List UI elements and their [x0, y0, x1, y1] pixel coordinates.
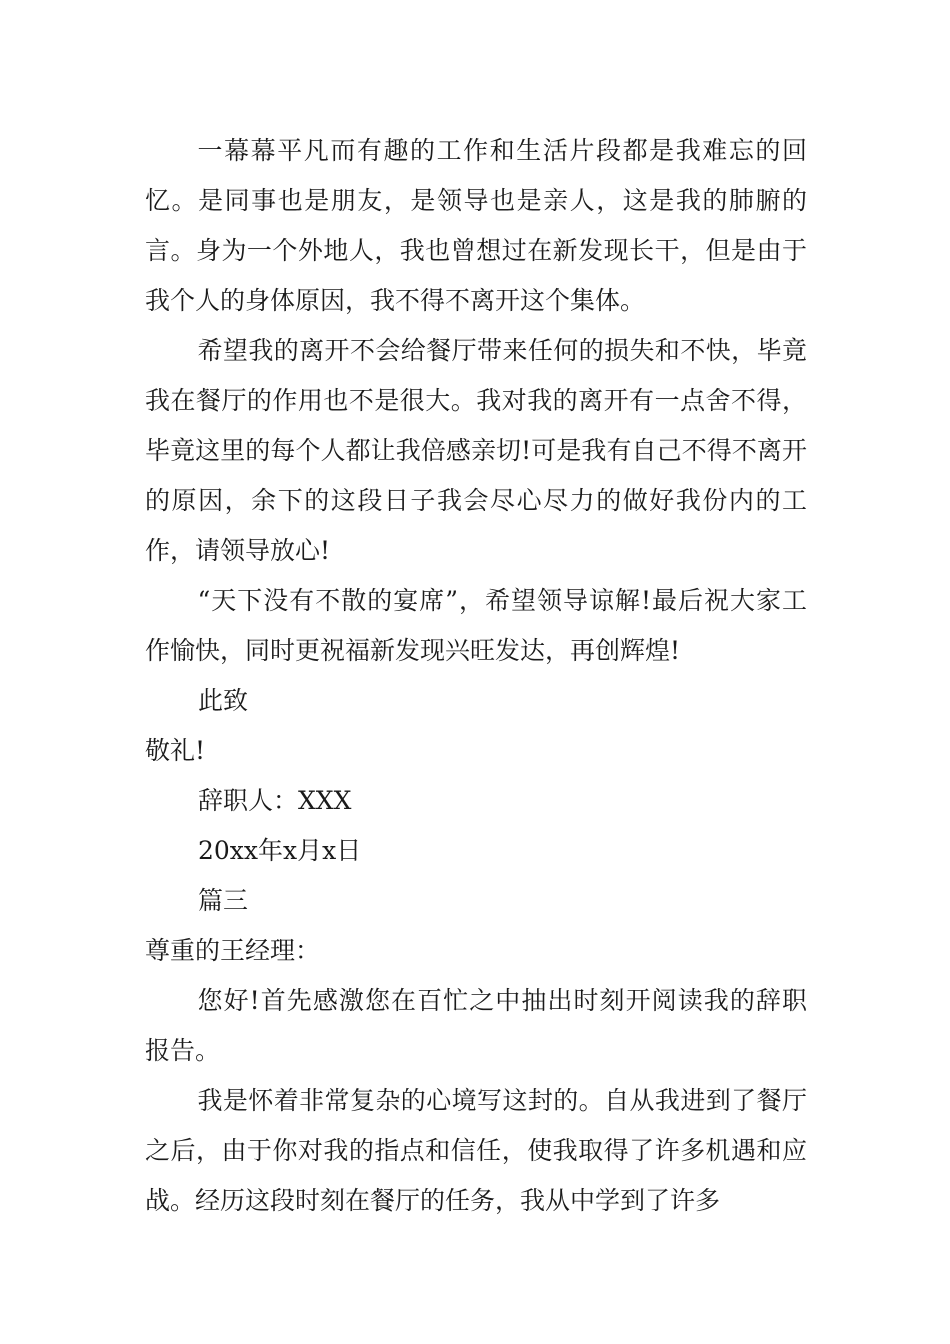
body-paragraph-2: 希望我的离开不会给餐厅带来任何的损失和不快，毕竟我在餐厅的作用也不是很大。我对我的离开有一点舍不得，毕竟这里的每个人都让我倍感亲切!可是我有自己不得不离开的原因，余下的这段日子我会尽心尽力的做好我份内的工作，请领导放心!	[145, 336, 807, 565]
closing-line-1: 此致	[198, 686, 249, 715]
body-paragraph-5: 我是怀着非常复杂的心境写这封的。自从我进到了餐厅之后，由于你对我的指点和信任，使我取得了许多机遇和应战。经历这段时刻在餐厅的任务，我从中学到了许多	[145, 1086, 807, 1215]
body-paragraph-4: 您好!首先感激您在百忙之中抽出时刻开阅读我的辞职报告。	[145, 986, 807, 1065]
body-paragraph-3: “天下没有不散的宴席”，希望领导谅解!最后祝大家工作愉快，同时更祝福新发现兴旺发达，再创辉煌!	[145, 586, 807, 665]
closing-line-2: 敬礼!	[145, 736, 206, 765]
document-body	[145, 126, 807, 1226]
body-paragraph-1: 一幕幕平凡而有趣的工作和生活片段都是我难忘的回忆。是同事也是朋友，是领导也是亲人，这是我的肺腑的言。身为一个外地人，我也曾想过在新发现长干，但是由于我个人的身体原因，我不得不离开这个集体。	[145, 136, 807, 315]
salutation-line: 尊重的王经理：	[145, 936, 321, 965]
section-title: 篇三	[198, 886, 249, 915]
signer-line: 辞职人：XXX	[198, 786, 352, 815]
date-line: 20xx年x月x日	[198, 836, 362, 865]
